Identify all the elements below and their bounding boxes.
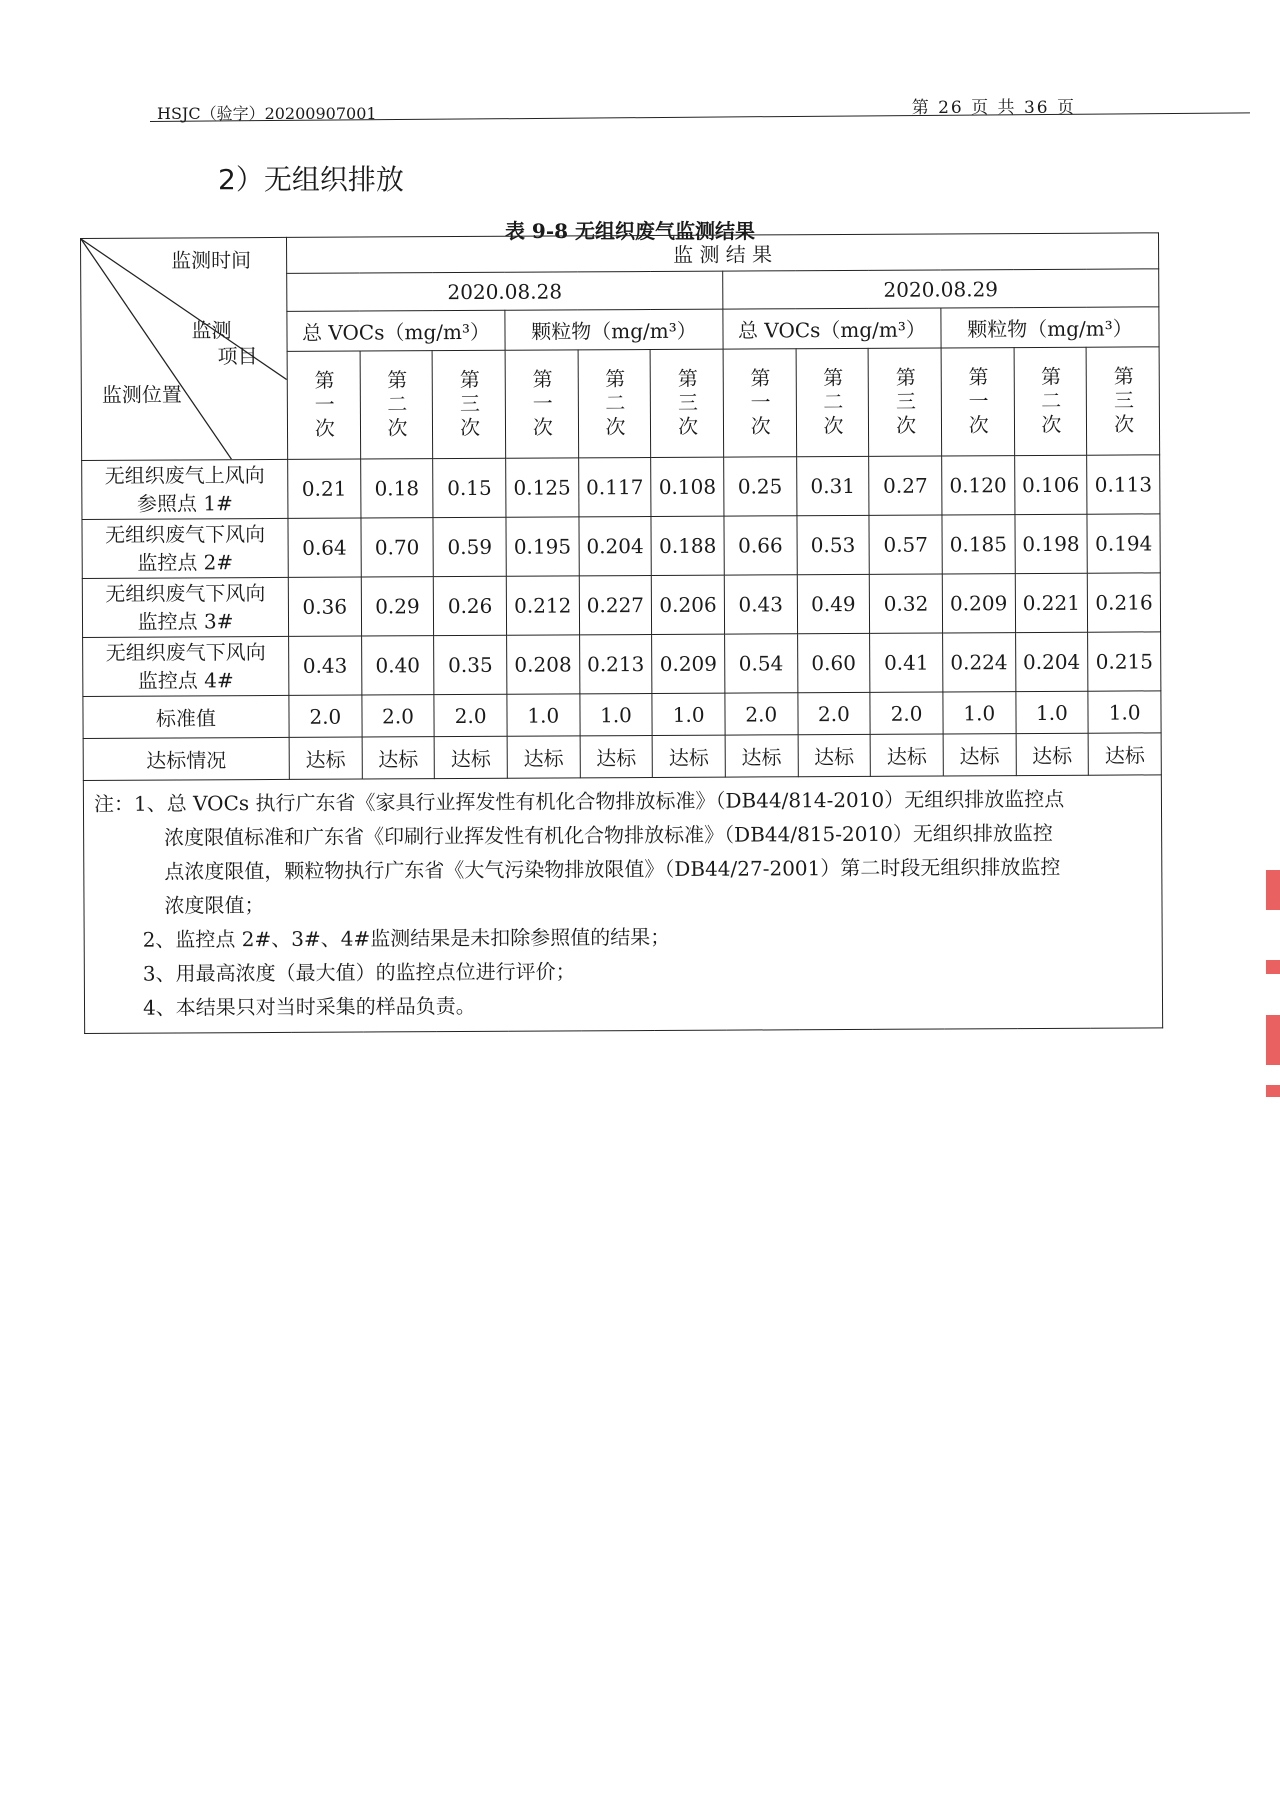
table-caption: 表 9-8 无组织废气监测结果 xyxy=(504,219,756,243)
item-header-pm-1: 颗粒物（mg/m³） xyxy=(505,309,723,350)
corner-item-label-2: 项目 xyxy=(217,344,258,369)
value-cell: 0.195 xyxy=(506,517,579,576)
stamp-edge-mark xyxy=(1266,870,1280,910)
location-line-2: 参照点 1# xyxy=(136,491,233,516)
value-cell: 0.209 xyxy=(942,574,1015,633)
standard-cell: 2.0 xyxy=(434,694,507,736)
page-info: 第 26 页 共 36 页 xyxy=(911,98,1076,118)
value-cell: 0.215 xyxy=(1088,632,1161,691)
value-cell: 0.108 xyxy=(651,457,724,516)
section-title: 2）无组织排放 xyxy=(218,163,404,196)
compliance-cell: 达标 xyxy=(434,736,507,778)
time-cell xyxy=(1014,347,1087,455)
location-line-1: 无组织废气上风向 xyxy=(104,463,265,488)
location-line-2: 监控点 2# xyxy=(137,550,234,575)
value-cell: 0.25 xyxy=(724,457,797,516)
compliance-cell: 达标 xyxy=(362,737,435,779)
value-cell: 0.204 xyxy=(1015,632,1088,691)
time-cell xyxy=(360,351,433,459)
time-label: 第三次 xyxy=(456,368,481,441)
time-cell xyxy=(287,351,360,459)
standard-cell: 1.0 xyxy=(1088,691,1161,733)
value-cell: 0.54 xyxy=(725,634,798,693)
value-cell: 0.113 xyxy=(1087,455,1160,514)
location-line-1: 无组织废气下风向 xyxy=(105,581,266,606)
table-corner-cell xyxy=(81,237,288,460)
note-1-line-2: 浓度限值标准和广东省《印刷行业挥发性有机化合物排放标准》（DB44/815-2010）无组织排放监控 xyxy=(164,820,1053,850)
value-cell: 0.26 xyxy=(434,576,507,635)
value-cell: 0.60 xyxy=(797,633,870,692)
item-header-pm-2: 颗粒物（mg/m³） xyxy=(941,307,1159,348)
compliance-cell: 达标 xyxy=(580,736,653,778)
value-cell: 0.227 xyxy=(579,576,652,635)
value-cell: 0.21 xyxy=(288,459,361,518)
value-cell: 0.106 xyxy=(1014,455,1087,514)
value-cell: 0.18 xyxy=(360,459,433,518)
value-cell: 0.185 xyxy=(942,515,1015,574)
compliance-label: 达标情况 xyxy=(83,737,289,780)
value-cell: 0.221 xyxy=(1015,573,1088,632)
time-label: 第一次 xyxy=(746,366,772,440)
time-cell xyxy=(796,348,869,456)
value-cell: 0.31 xyxy=(796,456,869,515)
compliance-cell: 达标 xyxy=(1016,733,1089,775)
time-label: 第二次 xyxy=(819,366,844,439)
time-label: 第一次 xyxy=(311,369,336,442)
value-cell: 0.188 xyxy=(651,516,724,575)
value-cell: 0.212 xyxy=(506,576,579,635)
corner-item-label-1: 监测 xyxy=(191,318,232,343)
time-label: 第三次 xyxy=(892,366,917,439)
item-header-vocs-1: 总 VOCs（mg/m³） xyxy=(287,310,505,351)
results-header: 监 测 结 果 xyxy=(286,233,1158,274)
time-label: 第三次 xyxy=(1110,364,1135,438)
compliance-row xyxy=(83,733,1161,781)
value-cell: 0.216 xyxy=(1087,573,1160,632)
location-cell xyxy=(82,577,288,637)
time-cell xyxy=(723,349,796,457)
value-cell: 0.32 xyxy=(870,574,943,633)
location-line-1: 无组织废气下风向 xyxy=(105,640,266,665)
results-table-wrapper xyxy=(80,232,1163,1034)
compliance-cell: 达标 xyxy=(870,734,943,776)
note-4: 4、本结果只对当时采集的样品负责。 xyxy=(142,993,476,1020)
time-cell xyxy=(432,350,505,458)
date-header-2: 2020.08.29 xyxy=(723,269,1159,309)
value-cell: 0.27 xyxy=(869,456,942,515)
standard-cell: 1.0 xyxy=(1015,691,1088,733)
note-1-line-1: 注：1、总 VOCs 执行广东省《家具行业挥发性有机化合物排放标准》（DB44/814-2010）无组织排放监控点 xyxy=(93,786,1065,816)
compliance-cell: 达标 xyxy=(943,734,1016,776)
time-label: 第一次 xyxy=(964,365,990,438)
value-cell: 0.208 xyxy=(507,635,580,694)
standard-cell: 2.0 xyxy=(289,695,362,737)
time-label: 第三次 xyxy=(674,367,699,440)
time-label: 第二次 xyxy=(1037,365,1062,438)
value-cell: 0.198 xyxy=(1015,514,1088,573)
compliance-cell: 达标 xyxy=(289,737,362,779)
notes-cell xyxy=(83,775,1162,1034)
standard-row xyxy=(83,691,1161,739)
stamp-edge-mark xyxy=(1266,1085,1280,1097)
table-row xyxy=(82,514,1160,579)
note-2: 2、监控点 2#、3#、4#监测结果是未扣除参照值的结果； xyxy=(142,924,671,952)
results-table xyxy=(80,232,1163,1034)
compliance-cell: 达标 xyxy=(725,735,798,777)
standard-cell: 2.0 xyxy=(362,695,435,737)
value-cell: 0.49 xyxy=(797,574,870,633)
time-label: 第一次 xyxy=(528,368,554,441)
value-cell: 0.66 xyxy=(724,516,797,575)
time-cell xyxy=(578,350,651,458)
value-cell: 0.59 xyxy=(433,517,506,576)
value-cell: 0.43 xyxy=(724,575,797,634)
value-cell: 0.224 xyxy=(942,633,1015,692)
compliance-cell: 达标 xyxy=(507,736,580,778)
item-header-vocs-2: 总 VOCs（mg/m³） xyxy=(723,308,941,349)
report-number: HSJC（验字）20200907001 xyxy=(157,104,377,123)
time-cell xyxy=(941,348,1014,456)
value-cell: 0.125 xyxy=(506,458,579,517)
standard-cell: 2.0 xyxy=(797,692,870,734)
standard-cell: 1.0 xyxy=(580,694,653,736)
value-cell: 0.36 xyxy=(288,577,361,636)
standard-cell: 1.0 xyxy=(943,692,1016,734)
table-row xyxy=(82,573,1160,638)
notes-row xyxy=(83,775,1162,1034)
corner-time-label: 监测时间 xyxy=(171,248,252,273)
location-line-1: 无组织废气下风向 xyxy=(104,522,266,547)
compliance-cell: 达标 xyxy=(652,735,725,777)
standard-label: 标准值 xyxy=(83,695,289,738)
standard-cell: 2.0 xyxy=(725,693,798,735)
date-header-1: 2020.08.28 xyxy=(287,271,723,311)
location-line-2: 监控点 4# xyxy=(137,668,234,693)
standard-cell: 2.0 xyxy=(870,692,943,734)
location-cell xyxy=(83,636,289,696)
time-label: 第二次 xyxy=(601,367,627,440)
value-cell: 0.194 xyxy=(1087,514,1160,573)
standard-cell: 1.0 xyxy=(652,693,725,735)
time-cell xyxy=(1086,347,1159,455)
value-cell: 0.204 xyxy=(579,517,652,576)
value-cell: 0.53 xyxy=(797,515,870,574)
compliance-cell: 达标 xyxy=(798,734,871,776)
value-cell: 0.40 xyxy=(361,636,434,695)
stamp-edge-mark xyxy=(1266,1015,1280,1065)
value-cell: 0.70 xyxy=(361,518,434,577)
note-1-line-3: 点浓度限值，颗粒物执行广东省《大气污染物排放限值》（DB44/27-2001）第二时段无组织排放监控 xyxy=(164,854,1061,884)
value-cell: 0.35 xyxy=(434,635,507,694)
value-cell: 0.64 xyxy=(288,518,361,577)
table-row xyxy=(83,632,1161,697)
value-cell: 0.43 xyxy=(289,636,362,695)
location-cell xyxy=(82,459,288,519)
value-cell: 0.120 xyxy=(942,456,1015,515)
corner-location-label: 监测位置 xyxy=(101,382,182,407)
value-cell: 0.57 xyxy=(869,515,942,574)
time-cell xyxy=(650,349,723,457)
standard-cell: 1.0 xyxy=(507,694,580,736)
value-cell: 0.15 xyxy=(433,458,506,517)
note-1-line-4: 浓度限值； xyxy=(164,893,265,918)
time-label: 第二次 xyxy=(383,368,409,441)
stamp-edge-mark xyxy=(1266,960,1280,974)
value-cell: 0.213 xyxy=(579,635,652,694)
note-3: 3、用最高浓度（最大值）的监控点位进行评价； xyxy=(142,959,576,986)
value-cell: 0.41 xyxy=(870,633,943,692)
value-cell: 0.209 xyxy=(652,634,725,693)
value-cell: 0.29 xyxy=(361,577,434,636)
value-cell: 0.117 xyxy=(578,458,651,517)
table-row xyxy=(82,455,1160,520)
value-cell: 0.206 xyxy=(652,575,725,634)
compliance-cell: 达标 xyxy=(1088,733,1161,775)
location-cell xyxy=(82,518,288,578)
time-cell xyxy=(868,348,941,456)
location-line-2: 监控点 3# xyxy=(137,609,234,634)
time-cell xyxy=(505,350,578,458)
